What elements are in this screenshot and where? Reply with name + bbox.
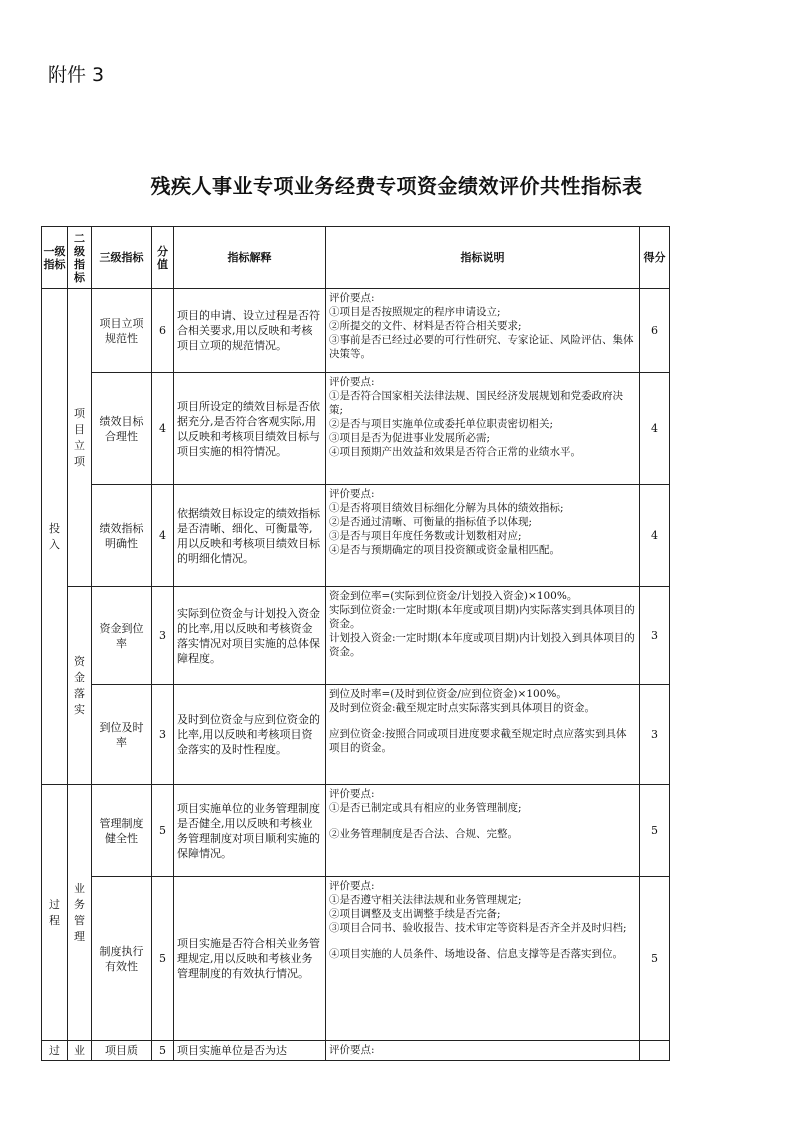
description-line: ①是否已制定或具有相应的业务管理制度; xyxy=(329,802,522,814)
score-cell: 5 xyxy=(152,785,174,877)
description-line: ②所提交的文件、材料是否符合相关要求; xyxy=(329,320,522,332)
description-cell xyxy=(326,587,640,685)
description-gap xyxy=(329,815,636,827)
description-line: ①是否遵守相关法律法规和业务管理规定; xyxy=(329,894,522,906)
header-level1: 一级指标 xyxy=(42,227,68,289)
description-cell xyxy=(326,373,640,485)
level3-cell: 资金到位率 xyxy=(92,587,152,685)
description-cell xyxy=(326,289,640,373)
description-line: 资金到位率=(实际到位资金/计划投入资金)×100%。 xyxy=(329,590,578,602)
description-line: 评价要点: xyxy=(329,376,375,388)
group-project-setup: 项目立项 xyxy=(68,289,92,587)
level3-cell: 项目质 xyxy=(92,1041,152,1061)
description-cell xyxy=(326,877,640,1041)
result-cell: 6 xyxy=(640,289,670,373)
header-description: 指标说明 xyxy=(326,227,640,289)
table-row xyxy=(42,587,670,685)
description-line: ③项目合同书、验收报告、技术审定等资料是否齐全并及时归档; xyxy=(329,922,627,934)
score-cell: 5 xyxy=(152,877,174,1041)
result-cell: 5 xyxy=(640,877,670,1041)
result-cell: 5 xyxy=(640,785,670,877)
score-cell: 4 xyxy=(152,373,174,485)
result-cell xyxy=(640,1041,670,1061)
header-explanation: 指标解释 xyxy=(174,227,326,289)
header-level3: 三级指标 xyxy=(92,227,152,289)
description-line: 评价要点: xyxy=(329,788,375,800)
description-line: 实际到位资金:一定时期(本年度或项目期)内实际落实到具体项目的资金。 xyxy=(329,604,635,630)
table-row xyxy=(42,373,670,485)
description-line: ③事前是否已经过必要的可行性研究、专家论证、风险评估、集体决策等。 xyxy=(329,334,634,360)
group-process: 过程 xyxy=(42,785,68,1041)
score-cell: 4 xyxy=(152,485,174,587)
explanation-cell: 实际到位资金与计划投入资金的比率,用以反映和考核资金落实情况对项目实施的总体保障程度。 xyxy=(174,587,326,685)
description-line: ②业务管理制度是否合法、合规、完整。 xyxy=(329,828,518,840)
score-cell: 3 xyxy=(152,587,174,685)
level3-cell: 管理制度健全性 xyxy=(92,785,152,877)
description-gap xyxy=(329,935,636,947)
level3-cell: 绩效指标明确性 xyxy=(92,485,152,587)
description-line: ④项目实施的人员条件、场地设备、信息支撑等是否落实到位。 xyxy=(329,948,623,960)
description-line: ④项目预期产出效益和效果是否符合正常的业绩水平。 xyxy=(329,446,581,458)
description-line: 及时到位资金:截至规定时点实际落实到具体项目的资金。 xyxy=(329,702,596,714)
description-cell xyxy=(326,685,640,785)
score-cell: 5 xyxy=(152,1041,174,1061)
description-line: ①是否将项目绩效目标细化分解为具体的绩效指标; xyxy=(329,502,564,514)
result-cell: 4 xyxy=(640,373,670,485)
header-score: 分值 xyxy=(152,227,174,289)
group-business-mgmt: 业务管理 xyxy=(68,785,92,1041)
table-row xyxy=(42,485,670,587)
level3-cell: 到位及时率 xyxy=(92,685,152,785)
page-title: 残疾人事业专项业务经费专项资金绩效评价共性指标表 xyxy=(150,174,643,198)
result-cell: 3 xyxy=(640,587,670,685)
table-row xyxy=(42,685,670,785)
description-line: ②是否通过清晰、可衡量的指标值予以体现; xyxy=(329,516,533,528)
description-line: 到位及时率=(及时到位资金/应到位资金)×100%。 xyxy=(329,688,567,700)
description-line: 评价要点: xyxy=(329,488,375,500)
table-row xyxy=(42,877,670,1041)
table-row xyxy=(42,289,670,373)
group-business-cont: 业 xyxy=(68,1041,92,1061)
description-gap xyxy=(329,715,636,727)
table-row xyxy=(42,785,670,877)
explanation-cell: 及时到位资金与应到位资金的比率,用以反映和考核项目资金落实的及时性程度。 xyxy=(174,685,326,785)
result-cell: 3 xyxy=(640,685,670,785)
group-process-cont: 过 xyxy=(42,1041,68,1061)
description-line: ①是否符合国家相关法律法规、国民经济发展规划和党委政府决策; xyxy=(329,390,623,416)
score-cell: 3 xyxy=(152,685,174,785)
header-row xyxy=(42,227,670,289)
header-result: 得分 xyxy=(640,227,670,289)
description-line: ①项目是否按照规定的程序申请设立; xyxy=(329,306,501,318)
description-line: ②是否与项目实施单位或委托单位职责密切相关; xyxy=(329,418,554,430)
description-cell xyxy=(326,1041,640,1061)
group-fund-delivery: 资金落实 xyxy=(68,587,92,785)
description-cell xyxy=(326,485,640,587)
score-cell: 6 xyxy=(152,289,174,373)
explanation-cell: 项目实施单位的业务管理制度是否健全,用以反映和考核业务管理制度对项目顺利实施的保障情况。 xyxy=(174,785,326,877)
header-level2: 二级指标 xyxy=(68,227,92,289)
attachment-label: 附件 3 xyxy=(48,64,105,86)
explanation-cell: 项目所设定的绩效目标是否依据充分,是否符合客观实际,用以反映和考核项目绩效目标与项目实施的相符情况。 xyxy=(174,373,326,485)
description-cell xyxy=(326,785,640,877)
result-cell: 4 xyxy=(640,485,670,587)
explanation-cell: 项目实施是否符合相关业务管理规定,用以反映和考核业务管理制度的有效执行情况。 xyxy=(174,877,326,1041)
description-line: 评价要点: xyxy=(329,292,375,304)
level3-cell: 制度执行有效性 xyxy=(92,877,152,1041)
indicator-table xyxy=(41,226,670,1061)
table-row xyxy=(42,1041,670,1061)
description-line: 评价要点: xyxy=(329,1044,375,1056)
explanation-cell: 项目的申请、设立过程是否符合相关要求,用以反映和考核项目立项的规范情况。 xyxy=(174,289,326,373)
description-line: 计划投入资金:一定时期(本年度或项目期)内计划投入到具体项目的资金。 xyxy=(329,632,635,658)
explanation-cell: 项目实施单位是否为达 xyxy=(174,1041,326,1061)
description-line: ②项目调整及支出调整手续是否完备; xyxy=(329,908,501,920)
explanation-cell: 依据绩效目标设定的绩效指标是否清晰、细化、可衡量等,用以反映和考核项目绩效目标的明细化情况。 xyxy=(174,485,326,587)
level3-cell: 绩效目标合理性 xyxy=(92,373,152,485)
description-line: ③是否与项目年度任务数或计划数相对应; xyxy=(329,530,522,542)
description-line: ④是否与预期确定的项目投资额或资金量相匹配。 xyxy=(329,544,560,556)
description-line: 应到位资金:按照合同或项目进度要求截至规定时点应落实到具体项目的资金。 xyxy=(329,728,627,754)
level3-cell: 项目立项规范性 xyxy=(92,289,152,373)
description-line: ③项目是否为促进事业发展所必需; xyxy=(329,432,491,444)
description-line: 评价要点: xyxy=(329,880,375,892)
group-input: 投入 xyxy=(42,289,68,785)
